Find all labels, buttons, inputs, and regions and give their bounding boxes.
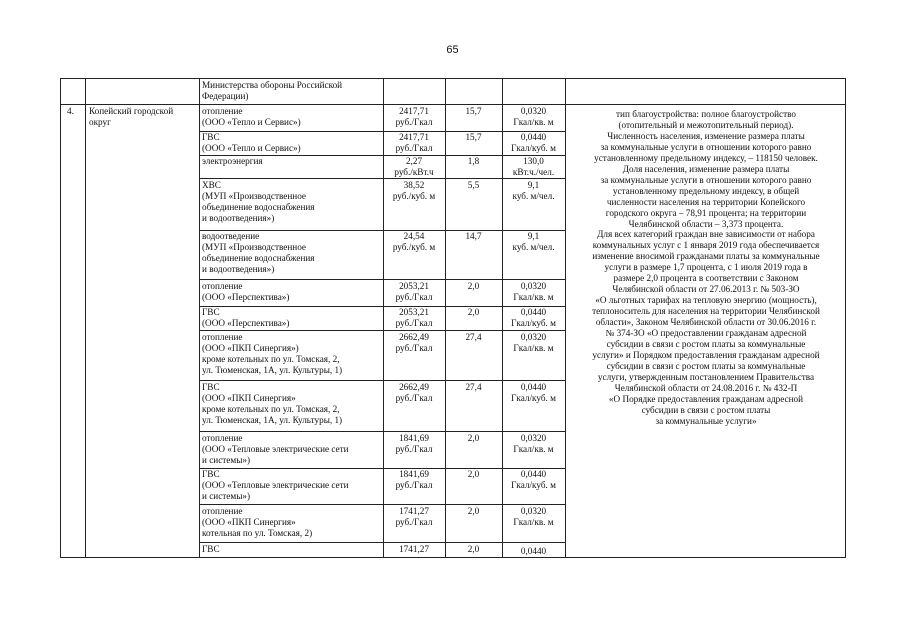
service-name: ГВС xyxy=(202,382,220,392)
service-name: и водоотведения») xyxy=(202,264,275,274)
tariff-price: 2662,49 xyxy=(399,332,429,342)
consumption-norm: 0,0440 xyxy=(520,382,547,392)
consumption-norm: 0,0320 xyxy=(520,106,547,116)
description-line: за коммунальные услуги в отношении которого равно xyxy=(600,141,812,152)
service-name: котельная по ул. Томская, 2) xyxy=(202,528,313,538)
service-name: ГВС xyxy=(202,469,220,479)
description-line: городского округа – 78,91 процента; на территории xyxy=(605,207,807,218)
description-line: субсидии в связи с ростом платы xyxy=(641,404,771,415)
service-name: (ООО «ПКП Синергия» xyxy=(202,517,296,527)
service-name: (ООО «ПКП Синергия» xyxy=(202,393,296,403)
service-name: отопление xyxy=(202,281,243,291)
norm-unit: Гкал/кв. м xyxy=(513,117,554,127)
service-name: (ООО «Перспектива») xyxy=(202,318,290,328)
consumption-norm: 0,0320 xyxy=(520,433,547,443)
description-line: установленному предельному индексу, – 118150 человек. xyxy=(594,152,818,163)
consumption-norm: 9,1 xyxy=(527,180,540,190)
consumption-norm: 0,0440 xyxy=(520,546,547,556)
tariff-unit: руб./Гкал xyxy=(395,143,433,153)
municipality-name: Копейский городской xyxy=(89,106,174,116)
norm-unit: Гкал/кв. м xyxy=(513,343,554,353)
consumption-norm: 130,0 xyxy=(523,156,544,166)
norm-unit: Гкал/куб. м xyxy=(511,318,556,328)
tariff-unit: руб./Гкал xyxy=(395,444,433,454)
service-name: (ООО «Тепло и Сервис») xyxy=(202,143,301,153)
tariff-unit: руб./куб. м xyxy=(392,242,436,252)
description-line: Численность населения, изменение размера платы xyxy=(607,130,805,141)
description-line: тип благоустройства: полное благоустройство xyxy=(616,109,796,119)
norm-unit: Гкал/куб. м xyxy=(511,143,556,153)
consumption-norm: 9,1 xyxy=(527,231,540,241)
description-line: коммунальных услуг с 1 января 2019 года обеспечивается xyxy=(592,240,820,251)
description-line: (отопительный и межотопительный период). xyxy=(618,119,794,130)
row-divider xyxy=(199,380,565,381)
norm-unit: куб. м/чел. xyxy=(512,242,555,252)
service-name: и водоотведения») xyxy=(202,213,275,223)
description-line: изменение вносимой гражданами платы за коммунальные xyxy=(592,251,820,262)
tariff-unit: руб./Гкал xyxy=(395,517,433,527)
service-name: ГВС xyxy=(202,307,220,317)
description-line: за коммунальные услуги в отношении которого равно xyxy=(600,174,812,185)
service-name: объединение водоснабжения xyxy=(202,253,315,263)
description-line: области», Законом Челябинской области от 30.06.2016 г. xyxy=(595,317,817,328)
growth-percent: 14,7 xyxy=(465,231,482,241)
tariff-price: 1841,69 xyxy=(399,433,429,443)
growth-percent: 2,0 xyxy=(467,281,480,291)
growth-percent: 2,0 xyxy=(467,469,480,479)
description-line: установленному предельному индексу, в общей xyxy=(612,185,800,196)
column-divider xyxy=(85,79,86,557)
header-service-line: Министерства обороны Российской xyxy=(202,80,343,90)
norm-unit: Гкал/кв. м xyxy=(513,444,554,454)
description-text xyxy=(567,109,845,427)
tariff-unit: руб./Гкал xyxy=(395,292,433,302)
growth-percent: 2,0 xyxy=(467,433,480,443)
growth-percent: 1,8 xyxy=(467,156,480,166)
service-name: ГВС xyxy=(202,544,220,554)
consumption-norm: 0,0440 xyxy=(520,307,547,317)
tariff-unit: руб./куб. м xyxy=(392,191,436,201)
description-line: Доля населения, изменение размера платы xyxy=(622,163,790,174)
service-name: ГВС xyxy=(202,132,220,142)
row-divider xyxy=(61,104,845,105)
column-divider xyxy=(565,79,566,557)
description-line: Челябинской области от 24.08.2016 г. № 432-П xyxy=(614,382,798,393)
description-line: «О льготных тарифах на тепловую энергию (мощность), xyxy=(595,295,817,306)
tariff-price: 2662,49 xyxy=(399,382,429,392)
service-name: водоотведение xyxy=(202,231,260,241)
description-line: за коммунальные услуги» xyxy=(655,415,757,426)
service-name: (ООО «Тепловые электрические сети xyxy=(202,480,349,490)
description-line: численности населения на территории Копейского xyxy=(606,196,806,207)
description-line: услуги, утвержденным постановлением Правительства xyxy=(597,371,815,382)
consumption-norm: 0,0440 xyxy=(520,132,547,142)
description-line: субсидии в связи с ростом платы за коммунальные xyxy=(606,360,806,371)
row-number: 4. xyxy=(67,106,74,116)
service-name: и системы») xyxy=(202,455,251,465)
description-line: теплоноситель для населения на территории Челябинской xyxy=(592,306,820,317)
growth-percent: 15,7 xyxy=(465,132,482,142)
tariff-price: 38,52 xyxy=(403,180,425,190)
growth-percent: 2,0 xyxy=(467,544,480,554)
description-line: размере 2,0 процента в соответствии с Законом xyxy=(613,273,799,284)
service-name: ул. Тюменская, 1А, ул. Культуры, 1) xyxy=(202,365,343,375)
description-line: Челябинской области от 27.06.2013 г. № 503-ЗО xyxy=(612,284,800,295)
service-name: отопление xyxy=(202,506,243,516)
norm-unit: Гкал/кв. м xyxy=(513,517,554,527)
column-divider xyxy=(445,79,446,557)
tariff-price: 2,27 xyxy=(405,156,423,166)
tariff-unit: руб./кВт.ч xyxy=(394,167,434,177)
row-divider xyxy=(199,279,565,280)
tariff-price: 2053,21 xyxy=(399,281,429,291)
description-line: субсидии в связи с ростом платы за коммунальные xyxy=(606,339,806,350)
consumption-norm: 0,0440 xyxy=(520,469,547,479)
tariff-unit: руб./Гкал xyxy=(395,480,433,490)
description-line: «О Порядке предоставления гражданам адресной xyxy=(608,393,804,404)
row-divider xyxy=(199,431,565,432)
tariff-unit: руб./Гкал xyxy=(395,318,433,328)
growth-percent: 2,0 xyxy=(467,506,480,516)
tariff-price: 2417,71 xyxy=(399,132,429,142)
service-name: кроме котельных по ул. Томская, 2, xyxy=(202,354,340,364)
service-name: (МУП «Производственное xyxy=(202,191,306,201)
service-name: ХВС xyxy=(202,180,221,190)
service-name: (ООО «Перспектива») xyxy=(202,292,290,302)
growth-percent: 15,7 xyxy=(465,106,482,116)
row-divider xyxy=(199,504,565,505)
norm-unit: Гкал/куб. м xyxy=(511,393,556,403)
tariff-unit: руб./Гкал xyxy=(395,343,433,353)
description-line: № 374-ЗО «О предоставлении гражданам адресной xyxy=(605,328,807,339)
consumption-norm: 0,0320 xyxy=(520,281,547,291)
service-name: и системы») xyxy=(202,491,251,501)
service-name: кроме котельных по ул. Томская, 2, xyxy=(202,404,340,414)
service-name: (ООО «Тепловые электрические сети xyxy=(202,444,349,454)
page-number: 65 xyxy=(446,44,459,56)
tariff-price: 2417,71 xyxy=(399,106,429,116)
service-name: (ООО «ПКП Синергия») xyxy=(202,343,299,353)
row-divider xyxy=(199,178,565,179)
header-service-line: Федерации) xyxy=(202,91,249,101)
growth-percent: 27,4 xyxy=(465,382,482,392)
growth-percent: 5,5 xyxy=(467,180,480,190)
row-divider xyxy=(199,330,565,331)
column-divider xyxy=(199,79,200,557)
norm-unit: Гкал/куб. м xyxy=(511,480,556,490)
row-divider xyxy=(199,542,565,543)
norm-unit: кВт.ч./чел. xyxy=(512,167,555,177)
municipality-name: округ xyxy=(89,117,111,127)
tariff-price: 1741,27 xyxy=(399,506,429,516)
service-name: ул. Тюменская, 1А, ул. Культуры, 1) xyxy=(202,415,343,425)
service-name: отопление xyxy=(202,433,243,443)
tariff-price: 24,54 xyxy=(403,231,425,241)
tariff-table xyxy=(60,78,846,558)
service-name: (ООО «Тепло и Сервис») xyxy=(202,117,301,127)
norm-unit: куб. м/чел. xyxy=(512,191,555,201)
tariff-price: 2053,21 xyxy=(399,307,429,317)
description-line: услуги в размере 1,7 процента, с 1 июля 2019 года в xyxy=(604,262,808,273)
tariff-price: 1841,69 xyxy=(399,469,429,479)
growth-percent: 27,4 xyxy=(465,332,482,342)
consumption-norm: 0,0320 xyxy=(520,506,547,516)
description-line: Челябинской области – 3,373 процента. xyxy=(628,218,784,229)
description-line: Для всех категорий граждан вне зависимости от набора xyxy=(597,229,815,240)
service-name: объединение водоснабжения xyxy=(202,202,315,212)
service-name: отопление xyxy=(202,332,243,342)
tariff-price: 1741,27 xyxy=(399,544,429,554)
consumption-norm: 0,0320 xyxy=(520,332,547,342)
norm-unit: Гкал/кв. м xyxy=(513,292,554,302)
service-name: электроэнергия xyxy=(202,156,263,166)
growth-percent: 2,0 xyxy=(467,307,480,317)
service-name: (МУП «Производственное xyxy=(202,242,306,252)
description-line: услуги» и Порядком предоставления гражданам адресной xyxy=(592,349,820,360)
tariff-unit: руб./Гкал xyxy=(395,117,433,127)
service-name: отопление xyxy=(202,106,243,116)
tariff-unit: руб./Гкал xyxy=(395,393,433,403)
